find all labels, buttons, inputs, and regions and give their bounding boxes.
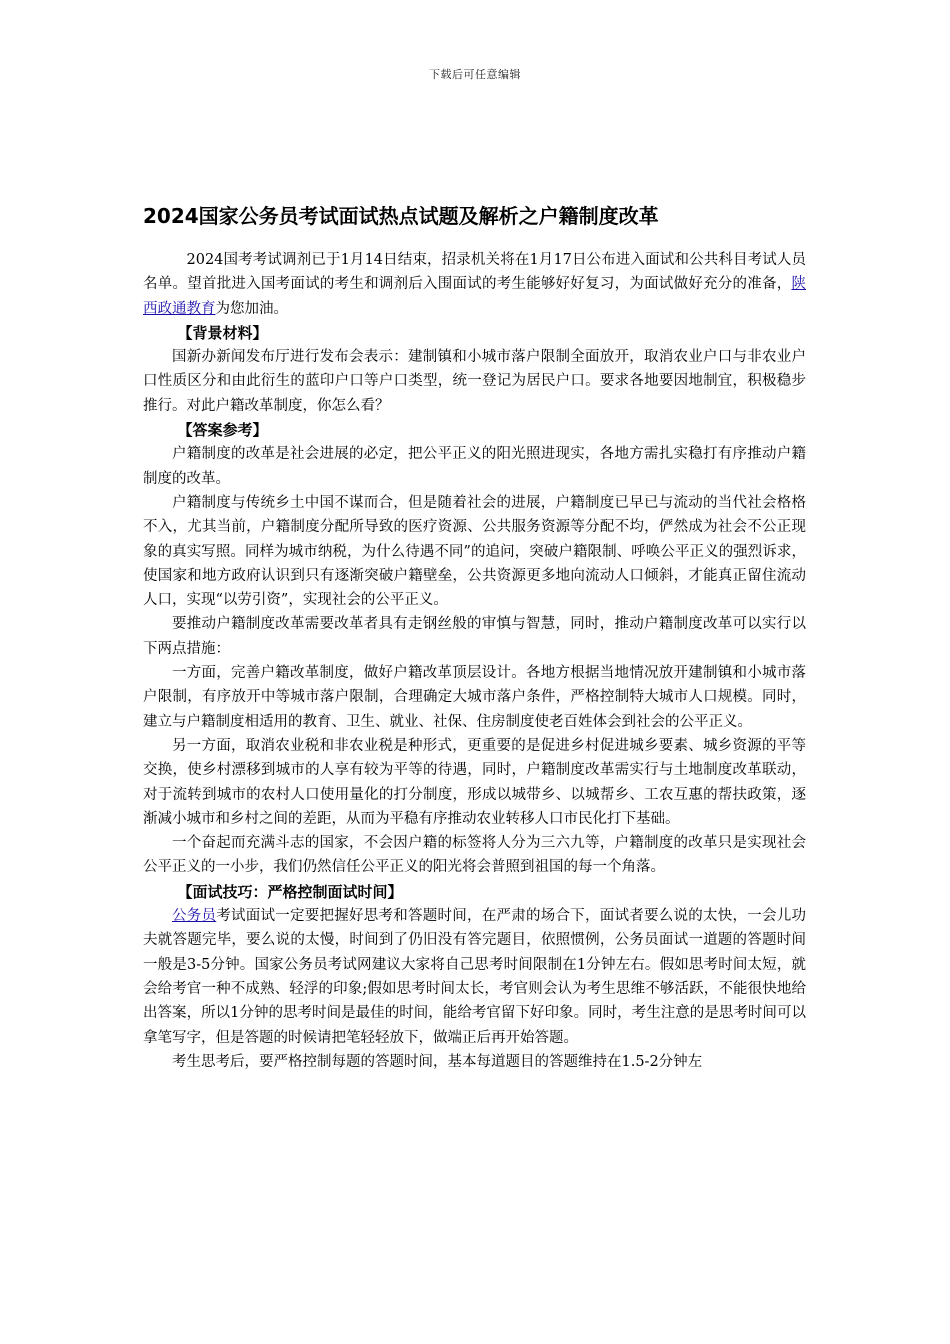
background-paragraph: 国新办新闻发布厅进行发布会表示：建制镇和小城市落户限制全面放开，取消农业户口与非农业户口性质区分和由此衍生的蓝印户口等户口类型，统一登记为居民户口。要求各地要因地制宜，积极稳步推行。对此户籍改革制度，你怎么看？ <box>143 349 806 414</box>
article-body <box>143 248 806 1074</box>
answer-paragraph-5: 另一方面，取消农业税和非农业税是种形式，更重要的是促进乡村促进城乡要素、城乡资源的平等交换，使乡村漂移到城市的人享有较为平等的待遇，同时，户籍制度改革需实行与土地制度改革联动，对于流转到城市的农村人口使用量化的打分制度，形成以城带乡、以城帮乡、工农互惠的帮扶政策，逐渐减小城市和乡村之间的差距，从而为平稳有序推动农业转移人口市民化打下基础。 <box>143 737 806 827</box>
answer-paragraph-3: 要推动户籍制度改革需要改革者具有走钢丝般的审慎与智慧，同时，推动户籍制度改革可以实行以下两点措施： <box>143 616 806 657</box>
answer-paragraph-4: 一方面，完善户籍改革制度，做好户籍改革顶层设计。各地方根据当地情况放开建制镇和小城市落户限制，有序放开中等城市落户限制，合理确定大城市落户条件，严格控制特大城市人口规模。同时，建立与户籍制度相适用的教育、卫生、就业、社保、住房制度使老百姓体会到社会的公平正义。 <box>143 665 806 730</box>
intro-text-after: 为您加油。 <box>215 300 288 317</box>
page-title: 2024国家公务员考试面试热点试题及解析之户籍制度改革 <box>143 204 659 228</box>
answer-paragraph-1: 户籍制度的改革是社会进展的必定，把公平正义的阳光照进现实，各地方需扎实稳打有序推动户籍制度的改革。 <box>143 446 806 487</box>
zhengtong-education-link[interactable]: 陕西政通教育 <box>143 276 806 317</box>
tips-paragraph-1-text: 考试面试一定要把握好思考和答题时间，在严肃的场合下，面试者要么说的太快，一会儿功夫就答题完毕，要么说的太慢，时间到了仍旧没有答完题目，依照惯例，公务员面试一道题的答题时间一般是3-5分钟。国家公务员考试网建议大家将自己思考时间限制在1分钟左右。假如思考时间太短，就会给考官一种不成熟、轻浮的印象;假如思考时间太长，考官则会认为考生思维不够活跃，不能很快地给出答案，所以1分钟的思考时间是最佳的时间，能给考官留下好印象。同时，考生注意的是思考时间可以拿笔写字，但是答题的时候请把笔轻轻放下，做端正后再开始答题。 <box>143 908 806 1046</box>
intro-paragraph <box>143 248 806 321</box>
answer-paragraph-2: 户籍制度与传统乡土中国不谋而合，但是随着社会的进展，户籍制度已早已与流动的当代社会格格不入，尤其当前，户籍制度分配所导致的医疗资源、公共服务资源等分配不均，俨然成为社会不公正现象的真实写照。同样为城市纳税，为什么待遇不同”的追问，突破户籍限制、呼唤公平正义的强烈诉求，使国家和地方政府认识到只有逐渐突破户籍壁垒，公共资源更多地向流动人口倾斜，才能真正留住流动人口，实现“以劳引资”，实现社会的公平正义。 <box>143 494 806 609</box>
answer-paragraph-6: 一个奋起而充满斗志的国家，不会因户籍的标签将人分为三六九等，户籍制度的改革只是实现社会公平正义的一小步，我们仍然信任公平正义的阳光将会普照到祖国的每一个角落。 <box>143 835 806 876</box>
answer-heading: 【答案参考】 <box>177 421 268 440</box>
intro-text-before: 2024国考考试调剂已于1月14日结束，招录机关将在1月17日公布进入面试和公共科目考试人员名单。望首批进入国考面试的考生和调剂后入围面试的考生能够好好复习，为面试做好充分的准备， <box>143 252 806 293</box>
civil-servant-link[interactable]: 公务员 <box>172 908 217 925</box>
tips-paragraph-2: 考生思考后，要严格控制每题的答题时间，基本每道题目的答题维持在1.5-2分钟左 <box>172 1053 703 1070</box>
header-note: 下载后可任意编辑 <box>429 68 521 81</box>
background-heading: 【背景材料】 <box>177 323 268 342</box>
tips-paragraph-1 <box>143 904 806 1050</box>
tips-heading: 【面试技巧：严格控制面试时间】 <box>177 882 403 901</box>
